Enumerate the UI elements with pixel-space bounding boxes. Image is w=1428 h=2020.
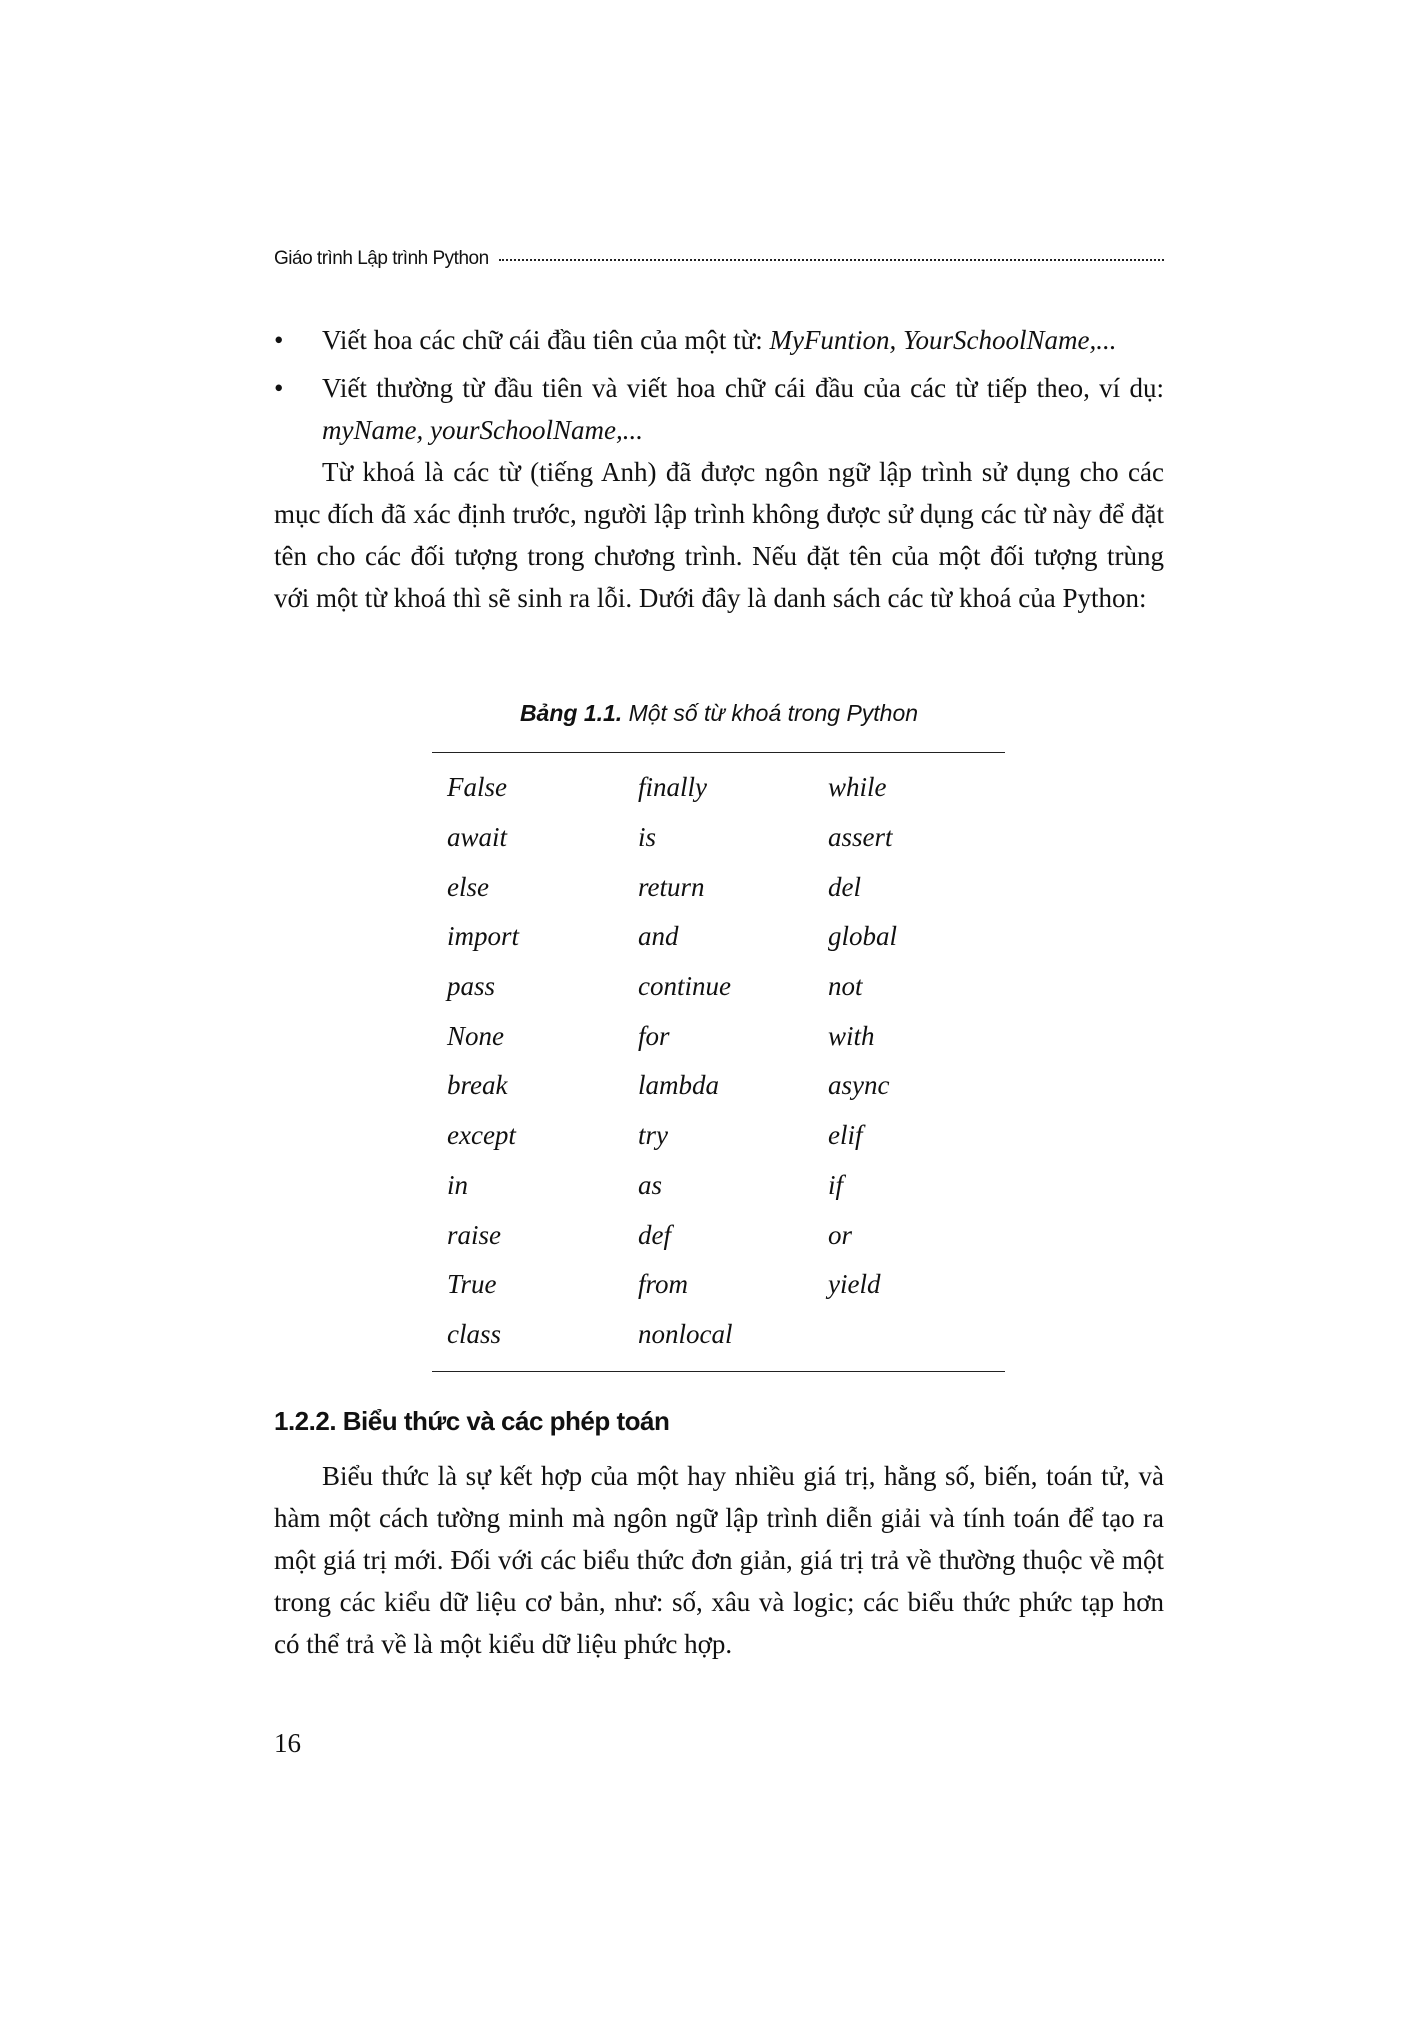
table-cell: global xyxy=(828,921,898,952)
table-cell: break xyxy=(447,1070,508,1101)
table-cell: except xyxy=(447,1120,516,1151)
keywords-table xyxy=(432,752,1005,1372)
table-caption xyxy=(0,700,1428,727)
running-header xyxy=(274,248,1164,270)
bullet-example: myName, yourSchoolName,... xyxy=(322,415,643,445)
bullet-item xyxy=(274,319,1164,361)
bullet-item xyxy=(274,367,1164,451)
table-cell: elif xyxy=(828,1120,863,1151)
table-row xyxy=(432,1111,1005,1161)
table-row xyxy=(432,813,1005,863)
bullet-text: Viết hoa các chữ cái đầu tiên của một từ: xyxy=(322,325,770,355)
table-cell: as xyxy=(638,1169,663,1200)
paragraph-keywords: Từ khoá là các từ (tiếng Anh) đã được ngôn ngữ lập trình sử dụng cho các mục đích đã xác định trước, người lập trình không được sử dụng các từ này để đặt tên cho các đối tượng trong chương trình. Nếu đặt tên của một đối tượng trùng với một từ khoá thì sẽ sinh ra lỗi. Dưới đây là danh sách các từ khoá của Python: xyxy=(274,457,1164,613)
table-cell: else xyxy=(447,871,489,902)
table-cell: not xyxy=(828,971,863,1002)
table-cell: if xyxy=(828,1169,844,1200)
table-cell: async xyxy=(828,1070,890,1101)
table-cell: with xyxy=(828,1020,875,1051)
table-cell: assert xyxy=(828,822,893,853)
bullet-text: Viết thường từ đầu tiên và viết hoa chữ cái đầu của các từ tiếp theo, ví dụ: xyxy=(322,373,1164,403)
table-cell: nonlocal xyxy=(638,1318,733,1349)
bullet-icon: • xyxy=(274,325,284,355)
paragraph-expressions: Biểu thức là sự kết hợp của một hay nhiều giá trị, hằng số, biến, toán tử, và hàm một cách tường minh mà ngôn ngữ lập trình diễn giải và tính toán để tạo ra một giá trị mới. Đối với các biểu thức đơn giản, giá trị trả về thường thuộc về một trong các kiểu dữ liệu cơ bản, như: số, xâu và logic; các biểu thức phức tạp hơn có thể trả về là một kiểu dữ liệu phức hợp. xyxy=(274,1461,1164,1659)
table-row xyxy=(432,763,1005,813)
header-dotted-leader xyxy=(499,259,1164,261)
running-header-title: Giáo trình Lập trình Python xyxy=(274,248,489,269)
body-text-top xyxy=(274,319,1164,619)
table-cell: False xyxy=(447,772,507,803)
table-cell: and xyxy=(638,921,679,952)
table-row xyxy=(432,862,1005,912)
table-cell: is xyxy=(638,822,657,853)
table-cell: try xyxy=(638,1120,668,1151)
table-cell: del xyxy=(828,871,861,902)
table-cell: lambda xyxy=(638,1070,719,1101)
table-row xyxy=(432,1310,1005,1360)
table-cell: while xyxy=(828,772,887,803)
table-cell: from xyxy=(638,1269,689,1300)
bullet-icon: • xyxy=(274,373,284,403)
table-row xyxy=(432,1210,1005,1260)
section-heading: 1.2.2. Biểu thức và các phép toán xyxy=(274,1406,670,1436)
table-cell: await xyxy=(447,822,508,853)
table-cell: raise xyxy=(447,1219,501,1250)
caption-label: Bảng 1.1. xyxy=(519,700,623,726)
table-cell: pass xyxy=(447,971,496,1002)
table-row xyxy=(432,1011,1005,1061)
table-cell: class xyxy=(447,1318,501,1349)
table-cell: None xyxy=(447,1020,504,1051)
table-cell: def xyxy=(638,1219,671,1250)
table-cell: True xyxy=(447,1269,497,1300)
bullet-example: MyFuntion, YourSchoolName,... xyxy=(769,325,1117,355)
table-cell: in xyxy=(447,1169,469,1200)
caption-text: Một số từ khoá trong Python xyxy=(622,700,919,726)
table-row xyxy=(432,1161,1005,1211)
table-cell: import xyxy=(447,921,520,952)
table-cell: or xyxy=(828,1219,853,1250)
table-row xyxy=(432,912,1005,962)
table-cell: continue xyxy=(638,971,731,1002)
page-number: 16 xyxy=(274,1728,301,1758)
table-cell: finally xyxy=(638,772,707,803)
table-row xyxy=(432,1061,1005,1111)
table-row xyxy=(432,962,1005,1012)
table-cell: return xyxy=(638,871,705,902)
table-row xyxy=(432,1260,1005,1310)
table-cell: for xyxy=(638,1020,670,1051)
table-cell: yield xyxy=(828,1269,881,1300)
